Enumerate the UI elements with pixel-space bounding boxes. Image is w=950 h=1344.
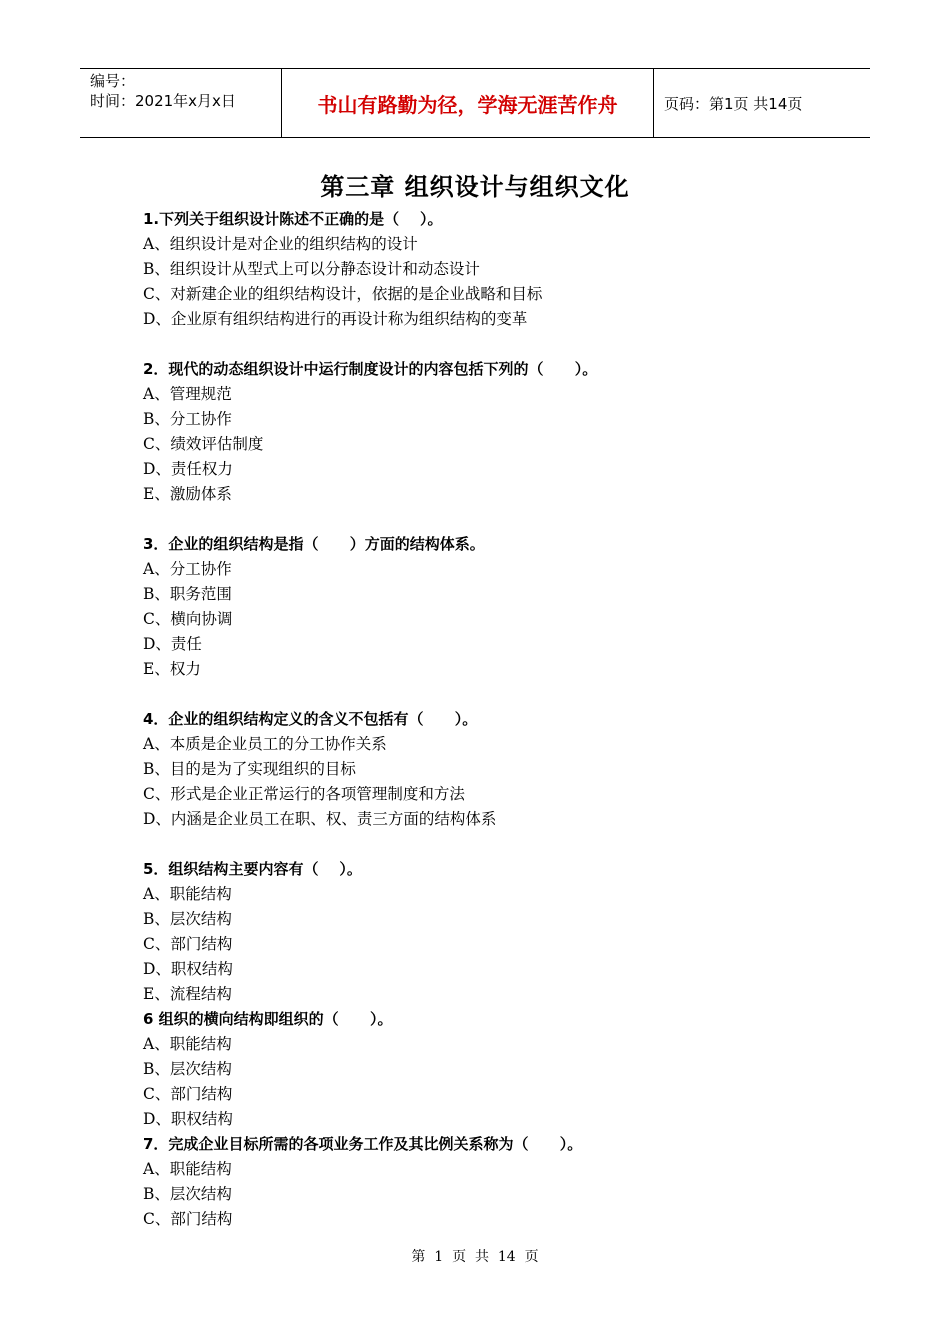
time-label: 时间：2021年x月x日 (90, 92, 236, 110)
spacer (143, 332, 863, 357)
question-7: 7．完成企业目标所需的各项业务工作及其比例关系称为（ ）。 (143, 1135, 583, 1153)
spacer (143, 682, 863, 707)
option: B、职务范围 (143, 585, 232, 603)
option: C、部门结构 (143, 1210, 233, 1228)
question-2: 2．现代的动态组织设计中运行制度设计的内容包括下列的（ ）。 (143, 360, 598, 378)
option: A、管理规范 (143, 385, 232, 403)
option: A、职能结构 (143, 1035, 232, 1053)
option: B、层次结构 (143, 910, 232, 928)
page-footer: 第 1 页 共 14 页 (411, 1249, 539, 1265)
option: D、企业原有组织结构进行的再设计称为组织结构的变革 (143, 310, 528, 328)
spacer (143, 832, 863, 857)
chapter-title: 第三章 组织设计与组织文化 (320, 173, 630, 201)
header-motto: 书山有路勤为径，学海无涯苦作舟 (281, 69, 654, 137)
option: B、分工协作 (143, 410, 232, 428)
question-4: 4．企业的组织结构定义的含义不包括有（ ）。 (143, 710, 478, 728)
option: D、内涵是企业员工在职、权、责三方面的结构体系 (143, 810, 497, 828)
option: A、分工协作 (143, 560, 232, 578)
option: B、层次结构 (143, 1060, 232, 1078)
number-label: 编号： (90, 72, 136, 90)
option: E、激励体系 (143, 485, 232, 503)
option: E、流程结构 (143, 985, 232, 1003)
header-page-label: 页码：第1页 共14页 (664, 94, 803, 113)
option: A、职能结构 (143, 885, 232, 903)
option: C、横向协调 (143, 610, 233, 628)
option: C、部门结构 (143, 935, 233, 953)
option: A、本质是企业员工的分工协作关系 (143, 735, 387, 753)
option: D、责任权力 (143, 460, 233, 478)
option: E、权力 (143, 660, 201, 678)
question-5: 5．组织结构主要内容有（ ）。 (143, 860, 362, 878)
option: A、职能结构 (143, 1160, 232, 1178)
option: D、责任 (143, 635, 202, 653)
option: D、职权结构 (143, 960, 233, 978)
question-list (143, 207, 863, 1232)
question-1: 1.下列关于组织设计陈述不正确的是（ ）。 (143, 210, 443, 228)
question-6: 6 组织的横向结构即组织的（ ）。 (143, 1010, 393, 1028)
header-meta (80, 69, 281, 137)
option: C、形式是企业正常运行的各项管理制度和方法 (143, 785, 465, 803)
option: C、绩效评估制度 (143, 435, 264, 453)
spacer (143, 507, 863, 532)
option: C、部门结构 (143, 1085, 233, 1103)
option: B、组织设计从型式上可以分静态设计和动态设计 (143, 260, 480, 278)
option: C、对新建企业的组织结构设计，依据的是企业战略和目标 (143, 285, 543, 303)
option: D、职权结构 (143, 1110, 233, 1128)
question-3: 3．企业的组织结构是指（ ）方面的结构体系。 (143, 535, 485, 553)
page-header (80, 68, 870, 138)
option: B、目的是为了实现组织的目标 (143, 760, 356, 778)
option: B、层次结构 (143, 1185, 232, 1203)
option: A、组织设计是对企业的组织结构的设计 (143, 235, 418, 253)
